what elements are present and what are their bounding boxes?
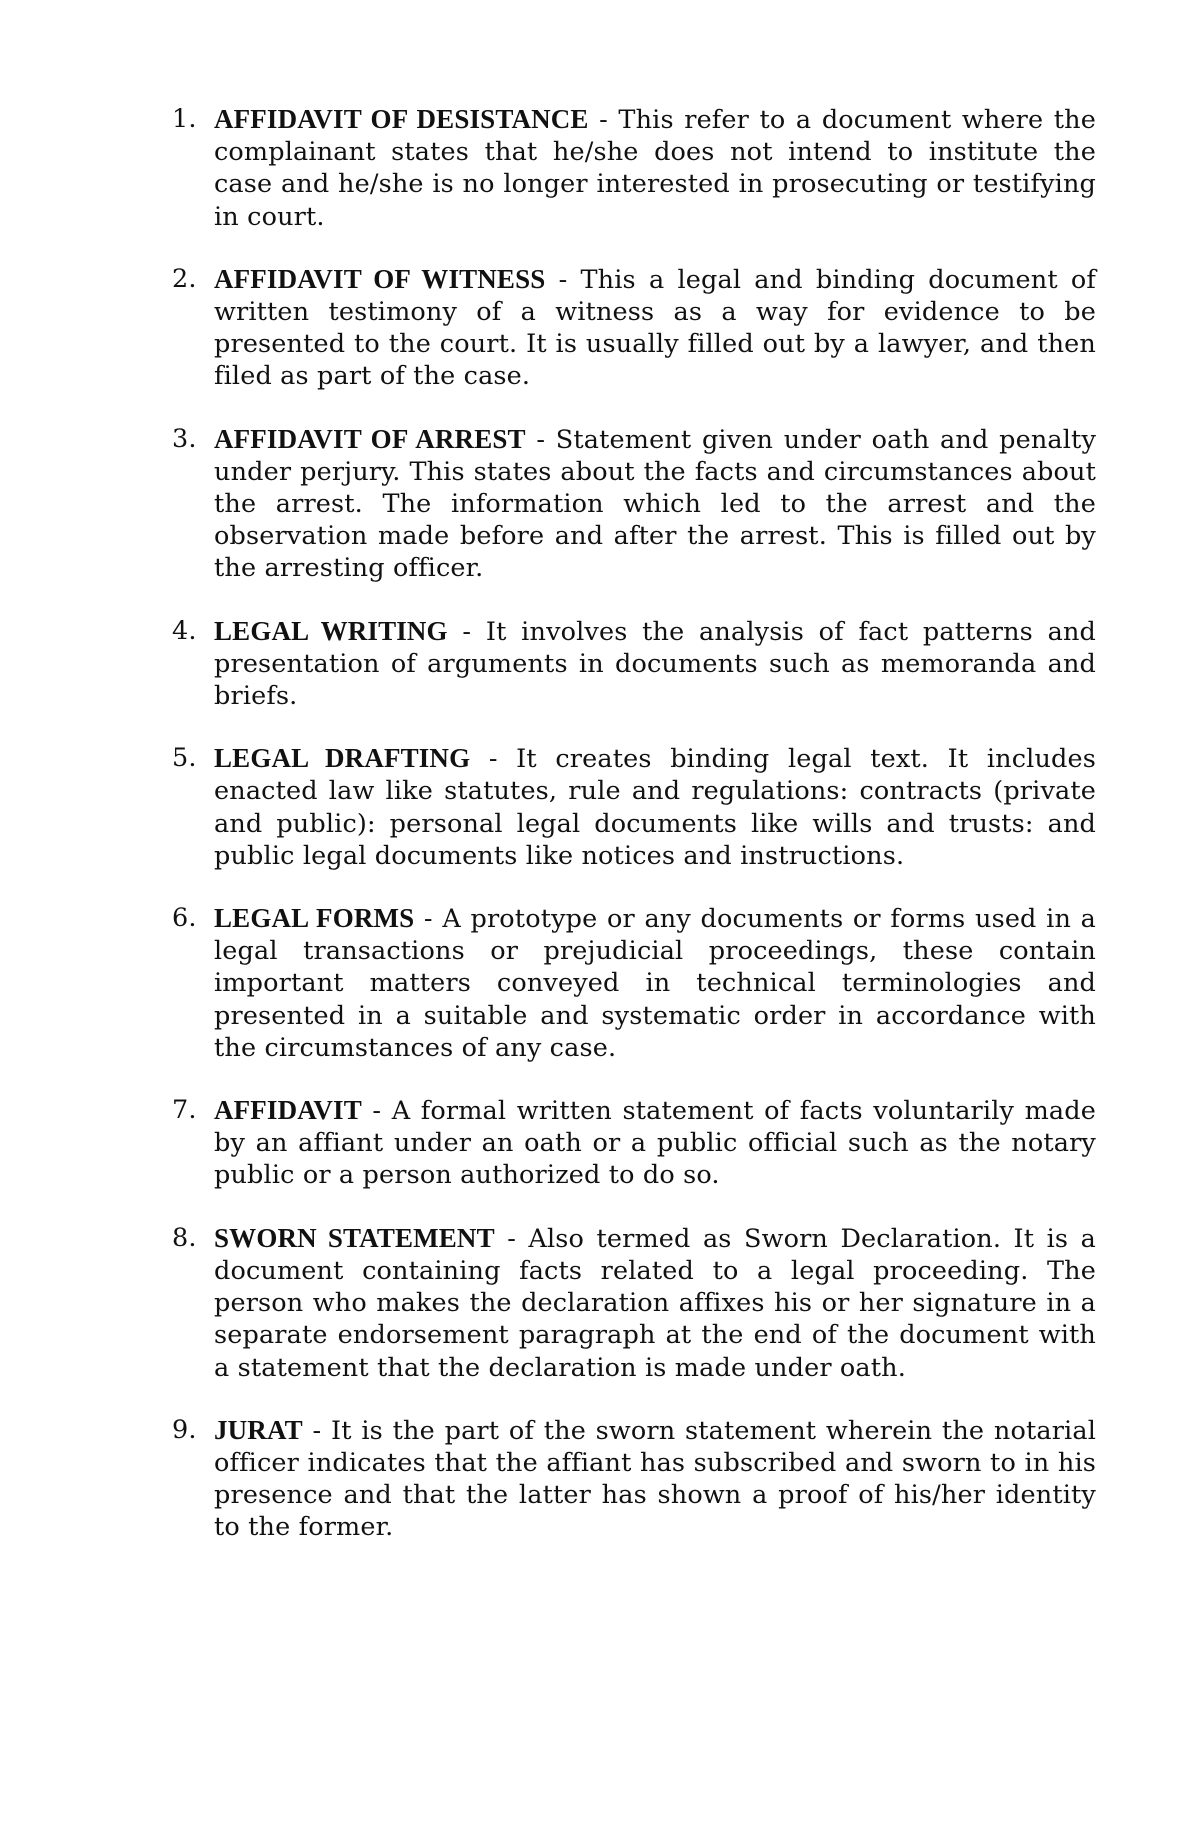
item-term: SWORN STATEMENT (214, 1222, 495, 1253)
list-item (172, 1414, 1096, 1544)
item-number: 8. (172, 1222, 197, 1253)
list-item (172, 742, 1096, 872)
item-term: AFFIDAVIT OF DESISTANCE (214, 104, 589, 134)
item-number: 5. (172, 743, 197, 774)
item-term: LEGAL FORMS (214, 903, 415, 934)
item-separator: - (470, 744, 517, 775)
item-definition: A prototype or any documents or forms used in a legal transactions or prejudicial proceedings, these contain important matters conveyed in technical terminologies and presented in a suitable and systematic order in accordance with the circumstances of any case. (214, 904, 1096, 1063)
item-separator: - (447, 616, 486, 647)
list-item (172, 103, 1096, 233)
item-term: AFFIDAVIT OF WITNESS (214, 263, 546, 294)
item-definition: Statement given under oath and penalty under perjury. This states about the facts and circumstances about the arrest. The information which led to the arrest and the observation made before and after the arrest. This is filled out by the arresting officer. (214, 424, 1097, 584)
item-separator: - (414, 904, 443, 935)
item-number: 1. (172, 104, 197, 134)
item-separator: - (494, 1223, 529, 1254)
item-term: LEGAL WRITING (214, 615, 448, 646)
list-item (172, 902, 1096, 1064)
item-separator: - (588, 105, 619, 135)
item-definition: This refer to a document where the complainant states that he/she does not intend to institute the case and he/she is no longer interested in prosecuting or testifying in court. (214, 105, 1096, 232)
list-item (172, 423, 1096, 585)
item-number: 3. (172, 423, 197, 454)
list-item (172, 1094, 1096, 1192)
item-separator: - (302, 1415, 332, 1446)
item-term: AFFIDAVIT (214, 1095, 362, 1126)
definitions-list (172, 103, 1096, 1544)
item-number: 4. (172, 615, 197, 646)
item-number: 7. (172, 1095, 197, 1126)
item-separator: - (545, 264, 581, 295)
item-definition: It creates binding legal text. It includes enacted law like statutes, rule and regulations: contracts (private and public): personal legal documents like wills and trusts: and public legal documents like notices and instructions. (214, 744, 1096, 871)
item-separator: - (525, 424, 556, 455)
item-number: 6. (172, 903, 197, 934)
list-item (172, 263, 1096, 393)
item-separator: - (361, 1096, 392, 1127)
item-definition: A formal written statement of facts voluntarily made by an affiant under an oath or a public official such as the notary public or a person authorized to do so. (214, 1096, 1096, 1191)
item-number: 9. (172, 1414, 197, 1445)
list-item (172, 615, 1096, 713)
item-definition: It is the part of the sworn statement wherein the notarial officer indicates that the affiant has subscribed and sworn to in his presence and that the latter has shown a proof of his/her identity to the former. (214, 1415, 1096, 1543)
list-item (172, 1222, 1096, 1384)
item-definition: It involves the analysis of fact patterns and presentation of arguments in documents such as memoranda and briefs. (214, 616, 1097, 712)
item-number: 2. (172, 263, 197, 294)
item-term: LEGAL DRAFTING (214, 743, 471, 774)
item-definition: This a legal and binding document of written testimony of a witness as a way for evidence to be presented to the court. It is usually filled out by a lawyer, and then filed as part of the case. (214, 264, 1096, 392)
item-term: AFFIDAVIT OF ARREST (214, 423, 526, 454)
item-definition: Also termed as Sworn Declaration. It is a document containing facts related to a legal proceeding. The person who makes the declaration affixes his or her signature in a separate endorsement paragraph at the end of the document with a statement that the declaration is made under oath. (214, 1223, 1096, 1383)
item-term: JURAT (214, 1414, 303, 1445)
